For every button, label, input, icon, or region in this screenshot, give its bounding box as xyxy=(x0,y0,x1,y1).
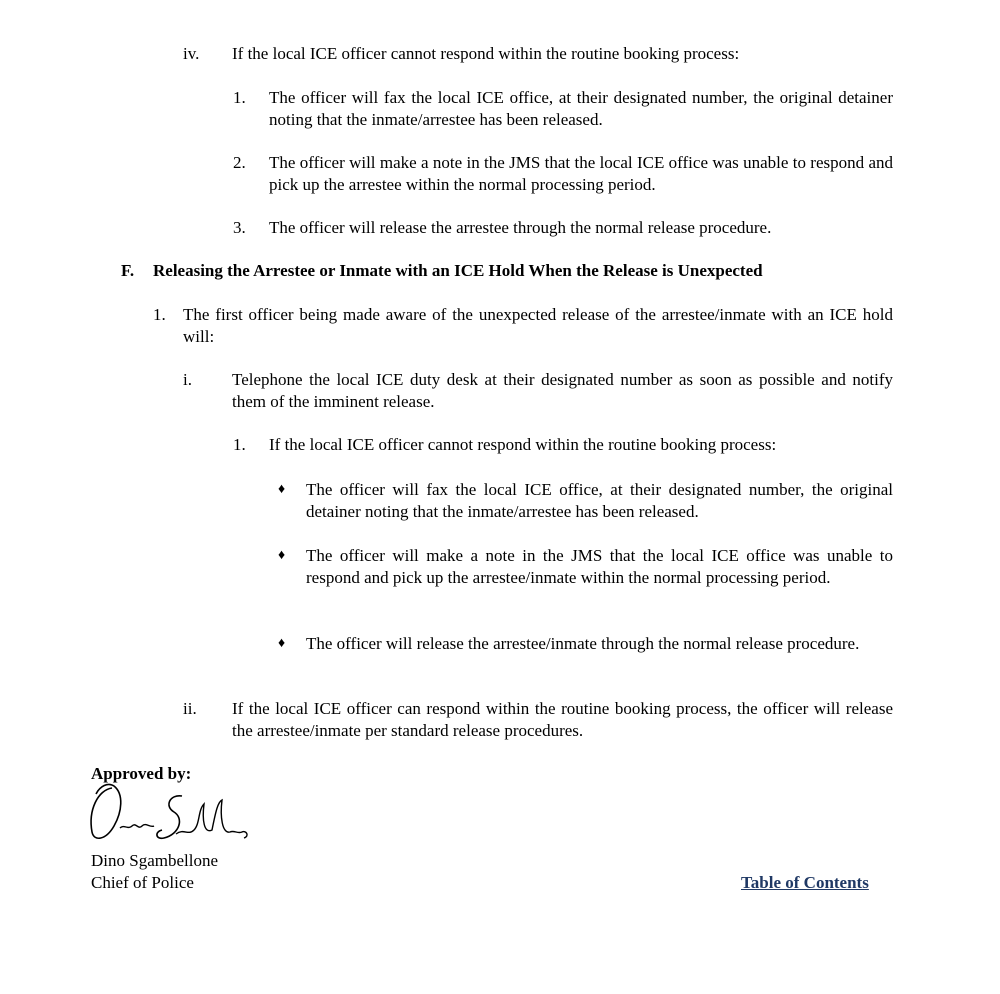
signature-stroke xyxy=(91,784,121,838)
sub-marker-ii: ii. xyxy=(183,699,197,718)
diamond-bullet-icon: ♦ xyxy=(278,548,286,563)
signer-name: Dino Sgambellone xyxy=(91,851,219,870)
bullet-item: The officer will fax the local ICE office, at their designated number, the original detainer noting that the inmate/arrestee has been released. xyxy=(306,480,893,521)
bullet-item: The officer will release the arrestee/inmate through the normal release procedure. xyxy=(306,634,860,653)
signer-title: Chief of Police xyxy=(91,873,194,892)
f-item-1-marker: 1. xyxy=(153,305,166,324)
signature-stroke xyxy=(176,800,247,838)
signature-image xyxy=(84,780,254,850)
signature-stroke xyxy=(120,825,154,828)
item-iv-text: If the local ICE officer cannot respond within the routine booking process: xyxy=(232,44,740,63)
approved-by-label: Approved by: xyxy=(91,764,192,783)
step-1-text: The officer will fax the local ICE office, at their designated number, the original detainer noting that the inmate/arrestee has been released. xyxy=(269,88,893,129)
sub-marker-i: i. xyxy=(183,370,192,389)
step-3-text: The officer will release the arrestee through the normal release procedure. xyxy=(269,218,772,237)
diamond-bullet-icon: ♦ xyxy=(278,482,286,497)
diamond-bullet-icon: ♦ xyxy=(278,636,286,651)
f-item-1-text: The first officer being made aware of the unexpected release of the arrestee/inmate with an ICE hold will: xyxy=(183,305,893,346)
step-marker-3: 3. xyxy=(233,218,246,237)
table-of-contents-link[interactable]: Table of Contents xyxy=(741,873,869,892)
section-f-marker: F. xyxy=(121,261,135,280)
item-marker-iv: iv. xyxy=(183,44,200,63)
section-f-heading: Releasing the Arrestee or Inmate with an ICE Hold When the Release is Unexpected xyxy=(153,261,763,280)
sub-i-step-marker-1: 1. xyxy=(233,435,246,454)
sub-i-text: Telephone the local ICE duty desk at their designated number as soon as possible and notify them of the imminent release. xyxy=(232,370,893,411)
step-marker-2: 2. xyxy=(233,153,246,172)
bullet-item: The officer will make a note in the JMS that the local ICE office was unable to respond and pick up the arrestee/inmate within the normal processing period. xyxy=(306,546,893,587)
step-2-text: The officer will make a note in the JMS that the local ICE office was unable to respond and pick up the arrestee within the normal processing period. xyxy=(269,153,893,194)
step-marker-1: 1. xyxy=(233,88,246,107)
sub-i-step-1-text: If the local ICE officer cannot respond within the routine booking process: xyxy=(269,435,777,454)
sub-ii-text: If the local ICE officer can respond within the routine booking process, the officer will release the arrestee/inmate per standard release procedures. xyxy=(232,699,893,740)
